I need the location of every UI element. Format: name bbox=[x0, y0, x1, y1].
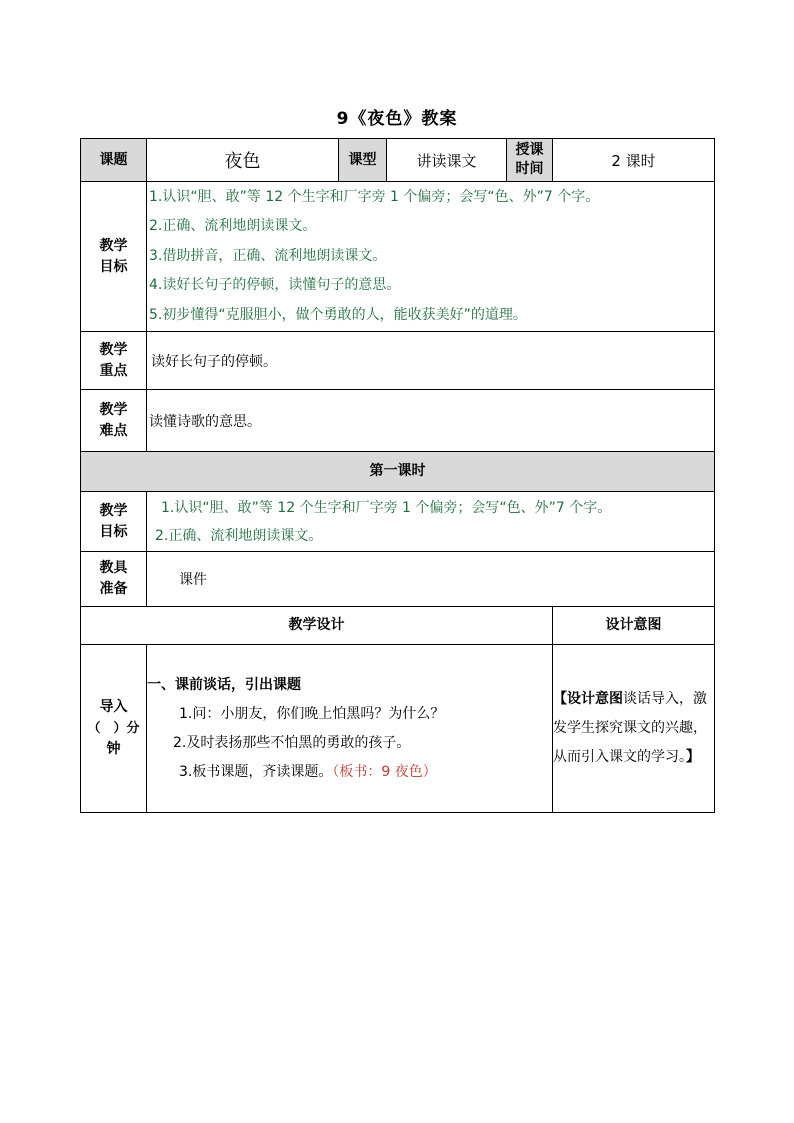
objective-item: 4.读好长句子的停顿，读懂句子的意思。 bbox=[149, 277, 401, 294]
design-header-row bbox=[81, 607, 715, 645]
lesson-plan-table bbox=[80, 138, 715, 813]
lesson-objective-item: 1.认识“胆、敢”等 12 个生字和厂字旁 1 个偏旁；会写“色、外”7 个字。 bbox=[161, 499, 612, 516]
topic-value: 夜色 bbox=[147, 139, 339, 182]
first-lesson-heading: 第一课时 bbox=[81, 452, 715, 492]
intent-header: 设计意图 bbox=[553, 607, 715, 645]
section-title: 一、课前谈话，引出课题 bbox=[147, 676, 301, 693]
time-value: 2 课时 bbox=[553, 139, 715, 182]
lesson-objectives-list bbox=[147, 492, 715, 552]
key-points-row bbox=[81, 332, 715, 390]
page-title: 9《夜色》教案 bbox=[336, 109, 458, 129]
objectives-label: 教学目标 bbox=[81, 182, 147, 332]
key-points-text: 读好长句子的停顿。 bbox=[147, 332, 715, 390]
type-value: 讲读课文 bbox=[387, 139, 507, 182]
objectives-row bbox=[81, 182, 715, 332]
difficulties-label: 教学难点 bbox=[81, 390, 147, 452]
design-step: 3.板书课题，齐读课题。（板书：9 夜色） bbox=[179, 763, 437, 780]
design-content bbox=[147, 645, 553, 813]
design-body-row bbox=[81, 645, 715, 813]
intro-label-line: 钟 bbox=[106, 741, 121, 757]
intro-label bbox=[81, 645, 147, 813]
objective-item: 1.认识“胆、敢”等 12 个生字和厂字旁 1 个偏旁；会写“色、外”7 个字。 bbox=[149, 188, 600, 205]
lesson-objective-item: 2.正确、流利地朗读课文。 bbox=[155, 527, 323, 544]
time-label: 授课时间 bbox=[507, 139, 553, 182]
objective-item: 5.初步懂得“克服胆小，做个勇敢的人，能收获美好”的道理。 bbox=[149, 306, 527, 323]
materials-text: 课件 bbox=[147, 552, 715, 607]
objective-item: 2.正确、流利地朗读课文。 bbox=[149, 218, 317, 235]
intent-bold-label: 【设计意图 bbox=[553, 691, 623, 707]
header-row bbox=[81, 139, 715, 182]
difficulties-row bbox=[81, 390, 715, 452]
type-label: 课型 bbox=[339, 139, 387, 182]
first-lesson-row bbox=[81, 452, 715, 492]
materials-label: 教具准备 bbox=[81, 552, 147, 607]
objective-item: 3.借助拼音，正确、流利地朗读课文。 bbox=[149, 247, 387, 264]
materials-row bbox=[81, 552, 715, 607]
intent-text: 谈话导入，激发学生探究课文的兴趣，从而引入课文的学习。 bbox=[553, 691, 707, 765]
design-step: 2.及时表扬那些不怕黑的勇敢的孩子。 bbox=[173, 734, 411, 751]
lesson-objectives-row bbox=[81, 492, 715, 552]
board-note: （板书：9 夜色） bbox=[332, 763, 437, 780]
design-header: 教学设计 bbox=[81, 607, 553, 645]
key-points-label: 教学重点 bbox=[81, 332, 147, 390]
intro-label-line: 导入 bbox=[99, 699, 128, 715]
objectives-list bbox=[147, 182, 715, 332]
design-step: 1.问：小朋友，你们晚上怕黑吗？为什么？ bbox=[179, 705, 445, 722]
intro-label-line: （ ）分 bbox=[87, 721, 140, 736]
lesson-objectives-label: 教学目标 bbox=[81, 492, 147, 552]
intent-end: 】 bbox=[686, 749, 700, 765]
topic-label: 课题 bbox=[81, 139, 147, 182]
intent-content bbox=[553, 645, 715, 813]
difficulties-text: 读懂诗歌的意思。 bbox=[147, 390, 715, 452]
